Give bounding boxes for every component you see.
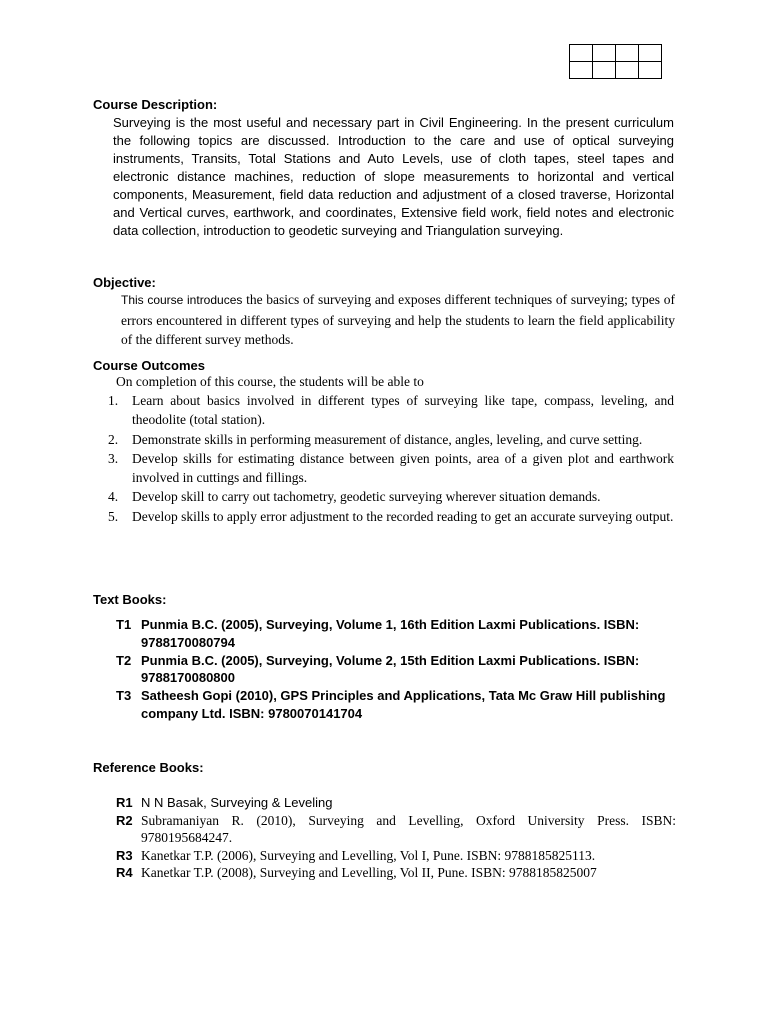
reference-books-heading: Reference Books:	[93, 760, 204, 775]
book-citation: Subramaniyan R. (2010), Surveying and Levelling, Oxford University Press. ISBN: 9780195684247.	[141, 812, 676, 846]
objective-lead: This course introduces	[121, 293, 243, 307]
grid-cell	[616, 62, 639, 79]
book-code: R4	[116, 865, 133, 881]
grid-cell	[639, 45, 662, 62]
outcome-number: 2.	[108, 431, 119, 447]
outcome-item	[104, 487, 674, 506]
book-code: T1	[116, 617, 132, 632]
objective-heading: Objective:	[93, 275, 156, 290]
book-citation: Kanetkar T.P. (2006), Surveying and Levelling, Vol I, Pune. ISBN: 9788185825113.	[141, 847, 596, 863]
outcomes-list	[104, 391, 674, 526]
book-citation: Satheesh Gopi (2010), GPS Principles and Applications, Tata Mc Graw Hill publishing company Ltd. ISBN: 9780070141704	[141, 688, 666, 721]
outcome-text: Develop skills for estimating distance between given points, area of a given plot and earthwork involved in cuttings and fillings.	[132, 450, 674, 486]
outcome-text: Demonstrate skills in performing measurement of distance, angles, leveling, and curve setting.	[132, 431, 643, 447]
grid-cell	[570, 45, 593, 62]
text-book-item	[116, 652, 676, 688]
book-citation: Punmia B.C. (2005), Surveying, Volume 1, 16th Edition Laxmi Publications. ISBN: 9788170080794	[141, 617, 640, 650]
outcome-item	[104, 449, 674, 488]
objective-body: the basics of surveying and exposes different techniques of surveying; types of errors encountered in different types of surveying and help the students to learn the field applicability of the different survey methods.	[121, 292, 675, 347]
outcome-number: 1.	[108, 393, 119, 408]
outcomes-intro: On completion of this course, the students will be able to	[116, 374, 424, 389]
outcome-item	[104, 430, 674, 449]
outcome-number: 4.	[108, 489, 119, 505]
outcome-item	[104, 507, 674, 526]
grid-cell	[593, 62, 616, 79]
course-description-heading: Course Description:	[93, 97, 218, 112]
reference-book-item	[116, 864, 676, 882]
book-code: R2	[116, 812, 133, 828]
book-code: T3	[116, 688, 132, 704]
book-citation: Punmia B.C. (2005), Surveying, Volume 2, 15th Edition Laxmi Publications. ISBN: 9788170080800	[141, 652, 640, 686]
reference-books-list	[116, 794, 676, 882]
reference-book-item	[116, 794, 676, 812]
text-books-heading: Text Books:	[93, 592, 167, 607]
reference-book-item	[116, 812, 676, 847]
text-books-list	[116, 616, 676, 723]
objective-text	[121, 290, 675, 350]
grid-cell	[593, 45, 616, 62]
book-citation: N N Basak, Surveying & Leveling	[141, 795, 333, 810]
grid-cell	[570, 62, 593, 79]
book-code: R1	[116, 795, 133, 810]
outcome-number: 5.	[108, 508, 119, 524]
book-code: R3	[116, 847, 133, 863]
course-description-text: Surveying is the most useful and necessary part in Civil Engineering. In the present curriculum the following topics are discussed. Introduction to the care and use of optical surveying instruments, Transits, Total Stations and Auto Levels, use of cloth tapes, steel tapes and electronic distance machines, reduction of slope measurements to horizontal and vertical components, Measurement, field data reduction and adjustment of a closed traverse, Horizontal and Vertical curves, earthwork, and coordinates, Extensive field work, field notes and electronic data collection, introduction to geodetic surveying and Triangulation surveying.	[113, 115, 674, 238]
outcome-text: Develop skills to apply error adjustment to the recorded reading to get an accurate surveying output.	[132, 508, 674, 524]
code-entry-grid	[569, 44, 662, 79]
outcome-text: Learn about basics involved in different types of surveying like tape, compass, leveling, and theodolite (total station).	[132, 393, 674, 428]
book-code: T2	[116, 652, 132, 668]
text-book-item	[116, 687, 676, 723]
outcome-number: 3.	[108, 450, 119, 466]
book-citation: Kanetkar T.P. (2008), Surveying and Levelling, Vol II, Pune. ISBN: 9788185825007	[141, 865, 597, 881]
grid-cell	[639, 62, 662, 79]
outcome-text: Develop skill to carry out tachometry, geodetic surveying wherever situation demands.	[132, 489, 601, 505]
reference-book-item	[116, 847, 676, 865]
course-outcomes-heading: Course Outcomes	[93, 358, 205, 373]
outcome-item	[104, 391, 674, 430]
grid-cell	[616, 45, 639, 62]
text-book-item	[116, 616, 676, 652]
